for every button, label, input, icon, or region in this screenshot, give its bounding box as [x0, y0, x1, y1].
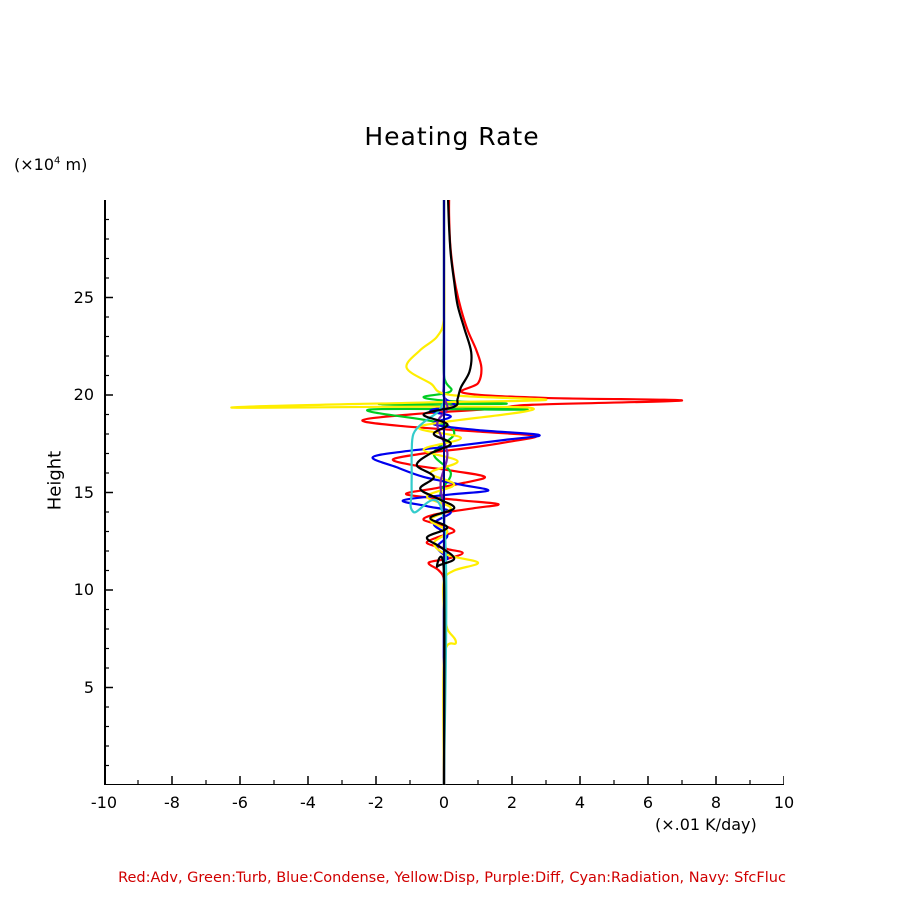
y-tick-label: 20 — [73, 385, 94, 404]
x-tick-label: 4 — [574, 793, 586, 812]
legend-caption: Red:Adv, Green:Turb, Blue:Condense, Yellow:Disp, Purple:Diff, Cyan:Radiation, Navy: SfcFluc — [118, 870, 786, 886]
series-layer — [104, 200, 784, 785]
chart-title: Heating Rate — [364, 122, 540, 151]
x-tick-label: -4 — [300, 793, 316, 812]
x-tick-label: 6 — [642, 793, 654, 812]
y-tick-label: 15 — [73, 482, 94, 502]
y-axis-label: Height — [44, 450, 66, 511]
x-tick-label: 10 — [773, 793, 795, 812]
y-tick-label: 10 — [73, 580, 94, 599]
series-disp — [231, 200, 546, 785]
series-turb — [367, 200, 528, 785]
x-tick-label: -2 — [368, 793, 384, 812]
x-tick-label: 0 — [438, 793, 450, 812]
y-tick-label: 5 — [83, 677, 94, 697]
x-tick-label: -6 — [232, 793, 248, 812]
plot-area — [73, 200, 795, 812]
x-tick-label: -8 — [164, 793, 180, 812]
x-tick-label: 8 — [710, 793, 722, 812]
y-tick-label: 25 — [73, 287, 94, 307]
series-adv — [362, 200, 682, 785]
x-tick-label: 2 — [506, 793, 518, 812]
y-axis-unit-label: ($\times 10^4$ m) — [14, 155, 88, 174]
x-axis-unit-label: (×.01 K/day) — [655, 815, 757, 834]
x-tick-label: -10 — [90, 793, 118, 812]
